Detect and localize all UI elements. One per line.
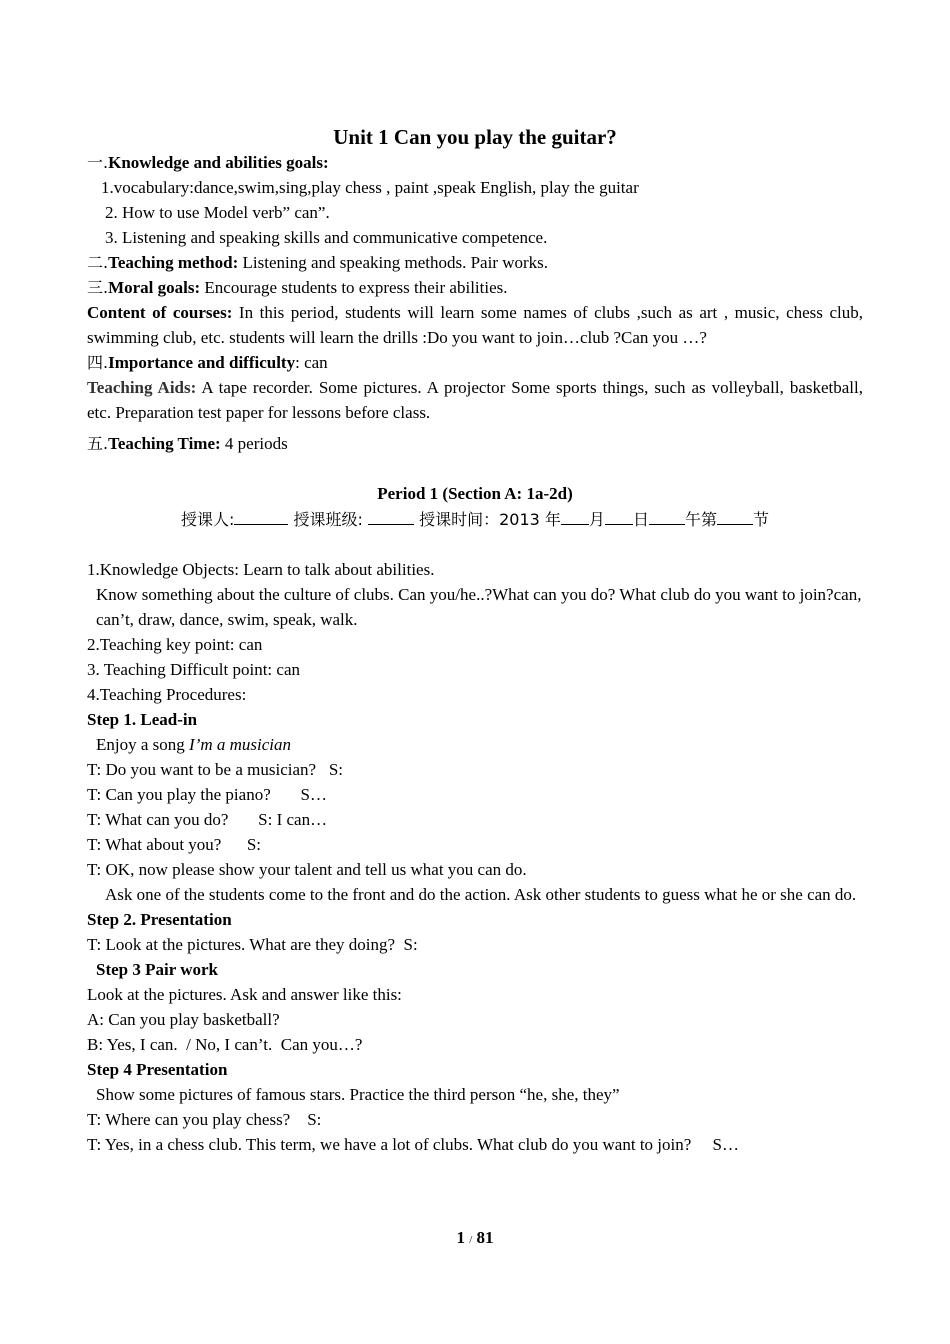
- procedures-heading: 4.Teaching Procedures:: [87, 685, 247, 704]
- step1-heading: Step 1. Lead-in: [87, 710, 198, 729]
- song-line: Enjoy a song I’m a musician: [96, 735, 292, 754]
- model-verb-line: 2. How to use Model verb” can”.: [105, 203, 330, 222]
- dialogue-line: T: OK, now please show your talent and tell us what you can do.: [87, 860, 527, 879]
- document-body: [87, 124, 863, 1157]
- teacher-blank: [234, 506, 288, 525]
- dialogue-line: A: Can you play basketball?: [87, 1010, 280, 1029]
- class-blank: [368, 506, 414, 525]
- dialogue-line: T: Where can you play chess? S:: [87, 1110, 322, 1129]
- step2-heading: Step 2. Presentation: [87, 910, 232, 929]
- teaching-method: 二.Teaching method: Listening and speaking methods. Pair works.: [87, 253, 549, 272]
- dialogue-line: T: Yes, in a chess club. This term, we have a lot of clubs. What club do you want to join? S…: [87, 1135, 739, 1154]
- month-blank: [561, 506, 589, 525]
- content-of-courses: Content of courses: In this period, students will learn some names of clubs ,such as art , music, chess club, swimming club, etc. students will learn the drills :Do you want to join…club ?Can you …?: [87, 303, 864, 347]
- listening-line: 3. Listening and speaking skills and communicative competence.: [105, 228, 548, 247]
- lesson-info-line: 授课人: 授课班级: 授课时间：2013 年 月 日 午第 节: [87, 506, 863, 532]
- period-title: Period 1 (Section A: 1a-2d): [377, 484, 573, 503]
- teaching-time: 五.Teaching Time: 4 periods: [87, 434, 288, 453]
- difficult-point: 3. Teaching Difficult point: can: [87, 660, 300, 679]
- dialogue-line: T: Can you play the piano? S…: [87, 785, 327, 804]
- activity-paragraph: Ask one of the students come to the front and do the action. Ask other students to guess what he or she can do.: [105, 885, 857, 904]
- instruction-line: Look at the pictures. Ask and answer like this:: [87, 985, 402, 1004]
- dialogue-line: B: Yes, I can. / No, I can’t. Can you…?: [87, 1035, 363, 1054]
- teaching-aids: Teaching Aids: A tape recorder. Some pictures. A projector Some sports things, such as volleyball, basketball, etc. Preparation test paper for lessons before class.: [87, 378, 864, 422]
- knowledge-objects-detail: Know something about the culture of clubs. Can you/he..?What can you do? What club do you want to join?can, can’t, draw, dance, swim, speak, walk.: [96, 585, 862, 629]
- dialogue-line: T: Look at the pictures. What are they doing? S:: [87, 935, 418, 954]
- vocab-line: 1.vocabulary:dance,swim,sing,play chess , paint ,speak English, play the guitar: [101, 178, 639, 197]
- step4-heading: Step 4 Presentation: [87, 1060, 228, 1079]
- day-blank: [605, 506, 633, 525]
- page-number: 1 / 81: [456, 1228, 494, 1247]
- knowledge-objects: 1.Knowledge Objects: Learn to talk about abilities.: [87, 560, 435, 579]
- unit-title: Unit 1 Can you play the guitar?: [333, 125, 617, 149]
- section-blank: [717, 506, 753, 525]
- importance-difficulty: 四.Importance and difficulty: can: [87, 353, 328, 372]
- goals-heading: 一.Knowledge and abilities goals:: [87, 153, 329, 172]
- dialogue-line: T: What about you? S:: [87, 835, 262, 854]
- step3-heading: Step 3 Pair work: [96, 960, 218, 979]
- noon-blank: [649, 506, 685, 525]
- key-point: 2.Teaching key point: can: [87, 635, 263, 654]
- dialogue-line: T: Do you want to be a musician? S:: [87, 760, 343, 779]
- dialogue-line: T: What can you do? S: I can…: [87, 810, 328, 829]
- moral-goals: 三.Moral goals: Encourage students to express their abilities.: [87, 278, 508, 297]
- instruction-line: Show some pictures of famous stars. Practice the third person “he, she, they”: [96, 1085, 620, 1104]
